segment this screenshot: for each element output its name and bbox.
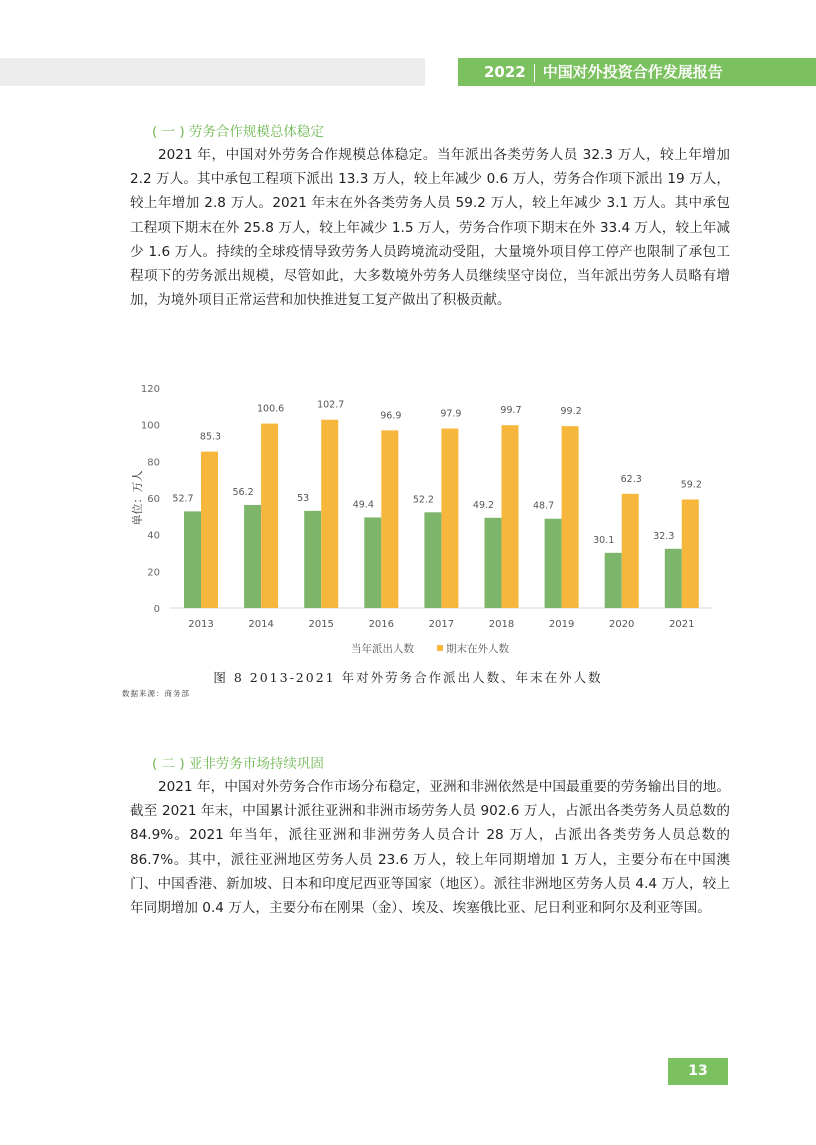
x-tick-label: 2017 (428, 619, 455, 630)
data-label: 102.7 (317, 399, 345, 411)
y-axis-label: 单位：万人 (131, 470, 144, 526)
x-tick-label: 2016 (368, 619, 395, 630)
legend-marker-abroad (437, 645, 443, 651)
y-tick-label: 40 (147, 530, 160, 542)
data-label: 48.7 (533, 500, 555, 512)
data-label: 85.3 (199, 431, 222, 443)
bar-dispatched (364, 517, 381, 608)
data-label: 62.3 (620, 473, 642, 485)
data-label: 99.2 (560, 406, 582, 418)
bar-chart (0, 370, 816, 670)
bar-dispatched (244, 505, 261, 608)
figure-caption: 图 8 2013-2021 年对外劳务合作派出人数、年末在外人数 (213, 670, 603, 685)
data-label: 32.3 (653, 530, 675, 542)
x-tick-label: 2013 (188, 619, 214, 630)
bar-abroad (441, 429, 458, 608)
header-year: 2022 (484, 63, 526, 81)
bar-abroad (201, 452, 218, 608)
y-tick-label: 20 (147, 567, 160, 579)
data-label: 49.4 (352, 499, 374, 511)
section-1-paragraph: 2021 年，中国对外劳务合作规模总体稳定。当年派出各类劳务人员 32.3 万人，较上年增加 2.2 万人。其中承包工程项下派出 13.3 万人，较上年减少 0.6 万人，劳务合作项下派出 19 万人，较上年增加 2.8 万人。2021 年末在外各类劳务人员 59.2 万人，较上年减少 3.1 万人。其中承包工程项下期末在外 25.8 万人，较上年减少 1.5 万人，劳务合作项下期末在外 33.4 万人，较上年减少 1.6 万人。持续的全球疫情导致劳务人员跨境流动受阻，大量境外项目停工停产也限制了承包工程项下的劳务派出规模，尽管如此，大多数境外劳务人员继续坚守岗位，当年派出劳务人员略有增加，为境外项目正常运营和加快推进复工复产做出了积极贡献。 (130, 147, 730, 309)
bar-abroad (682, 499, 699, 608)
figure-source: 数据来源：商务部 (122, 689, 190, 698)
bar-abroad (381, 430, 398, 608)
bar-dispatched (304, 511, 321, 608)
report-header (458, 58, 816, 86)
bar-abroad (502, 425, 519, 608)
data-label: 99.7 (500, 405, 522, 417)
header-divider (534, 64, 535, 82)
bar-dispatched (424, 512, 441, 608)
bar-dispatched (485, 518, 502, 608)
bar-dispatched (184, 511, 201, 608)
bar-abroad (321, 420, 338, 608)
header-title: 中国对外投资合作发展报告 (542, 63, 723, 81)
x-tick-label: 2015 (308, 619, 334, 630)
bar-dispatched (545, 519, 562, 608)
data-label: 30.1 (593, 534, 615, 546)
x-tick-label: 2018 (488, 619, 515, 630)
bar-abroad (562, 426, 579, 608)
x-tick-label: 2014 (248, 619, 274, 630)
y-tick-label: 100 (140, 420, 160, 432)
bar-abroad (622, 494, 639, 608)
data-label: 100.6 (256, 403, 285, 415)
bar-dispatched (605, 553, 622, 608)
data-label: 59.2 (680, 479, 702, 491)
data-label: 56.2 (232, 486, 254, 498)
section-2-title: ( 二 ) 亚非劳务市场持续巩固 (152, 756, 324, 772)
x-tick-label: 2021 (669, 619, 695, 630)
data-label: 96.9 (380, 410, 402, 422)
data-label: 97.9 (440, 408, 462, 420)
y-tick-label: 60 (147, 494, 160, 505)
legend-label-abroad: 期末在外人数 (446, 643, 509, 655)
bar-abroad (261, 424, 278, 608)
section-1-title: ( 一 ) 劳务合作规模总体稳定 (152, 124, 324, 140)
data-label: 52.2 (412, 494, 434, 506)
y-tick-label: 0 (153, 604, 160, 615)
section-2-paragraph: 2021 年，中国对外劳务合作市场分布稳定，亚洲和非洲依然是中国最重要的劳务输出目的地。截至 2021 年末，中国累计派往亚洲和非洲市场劳务人员 902.6 万人，占派出各类劳务人员总数的 84.9%。2021 年当年，派往亚洲和非洲劳务人员合计 28 万人，占派出各类劳务人员总数的 86.7%。其中，派往亚洲地区劳务人员 23.6 万人，较上年同期增加 1 万人，主要分布在中国澳门、中国香港、新加坡、日本和印度尼西亚等国家（地区）。派往非洲地区劳务人员 4.4 万人，较上年同期增加 0.4 万人，主要分布在刚果（金）、埃及、埃塞俄比亚、尼日利亚和阿尔及利亚等国。 (130, 779, 730, 917)
x-tick-label: 2020 (608, 619, 635, 630)
data-label: 53 (297, 492, 310, 504)
y-tick-label: 120 (140, 384, 160, 395)
bar-dispatched (665, 549, 682, 608)
x-tick-label: 2019 (548, 619, 575, 630)
data-label: 52.7 (172, 493, 194, 505)
legend-label-dispatched: 当年派出人数 (351, 643, 414, 655)
y-tick-label: 80 (147, 457, 160, 469)
header-bar-decoration (0, 58, 425, 86)
data-label: 49.2 (472, 499, 495, 511)
page-number: 13 (668, 1058, 728, 1085)
